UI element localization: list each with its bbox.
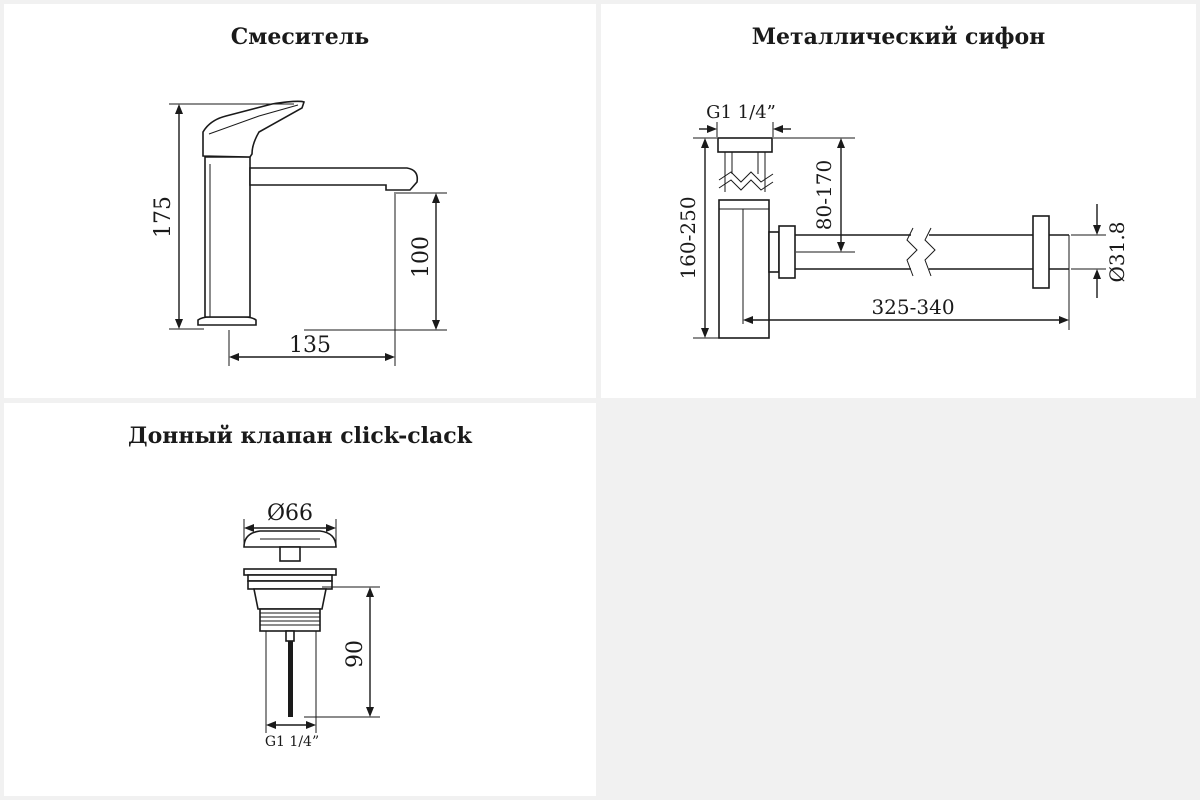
valve-thread-label: G1 1/4”	[264, 734, 320, 750]
mixer-reach-label: 135	[289, 333, 331, 358]
siphon-thread-label: G1 1/4”	[706, 102, 776, 123]
siphon-diameter-label: Ø31.8	[1105, 221, 1129, 283]
valve-drawing	[4, 403, 596, 796]
siphon-drawing	[601, 4, 1196, 398]
valve-panel	[4, 403, 596, 796]
siphon-length-label: 325-340	[871, 295, 955, 319]
mixer-drawing	[4, 4, 596, 398]
siphon-height-label: 160-250	[676, 196, 700, 280]
valve-height-label: 90	[343, 640, 368, 668]
mixer-spout-height-label: 100	[409, 236, 434, 278]
siphon-adjust-label: 80-170	[812, 159, 836, 231]
mixer-title: Смеситель	[230, 24, 370, 50]
valve-diameter-label: Ø66	[266, 501, 314, 526]
siphon-panel	[601, 4, 1196, 398]
mixer-panel	[4, 4, 596, 398]
mixer-height-label: 175	[151, 196, 176, 238]
valve-title: Донный клапан click-clack	[128, 423, 472, 449]
valve-outline	[244, 531, 336, 717]
siphon-title: Металлический сифон	[751, 24, 1046, 50]
mixer-outline	[198, 101, 417, 325]
